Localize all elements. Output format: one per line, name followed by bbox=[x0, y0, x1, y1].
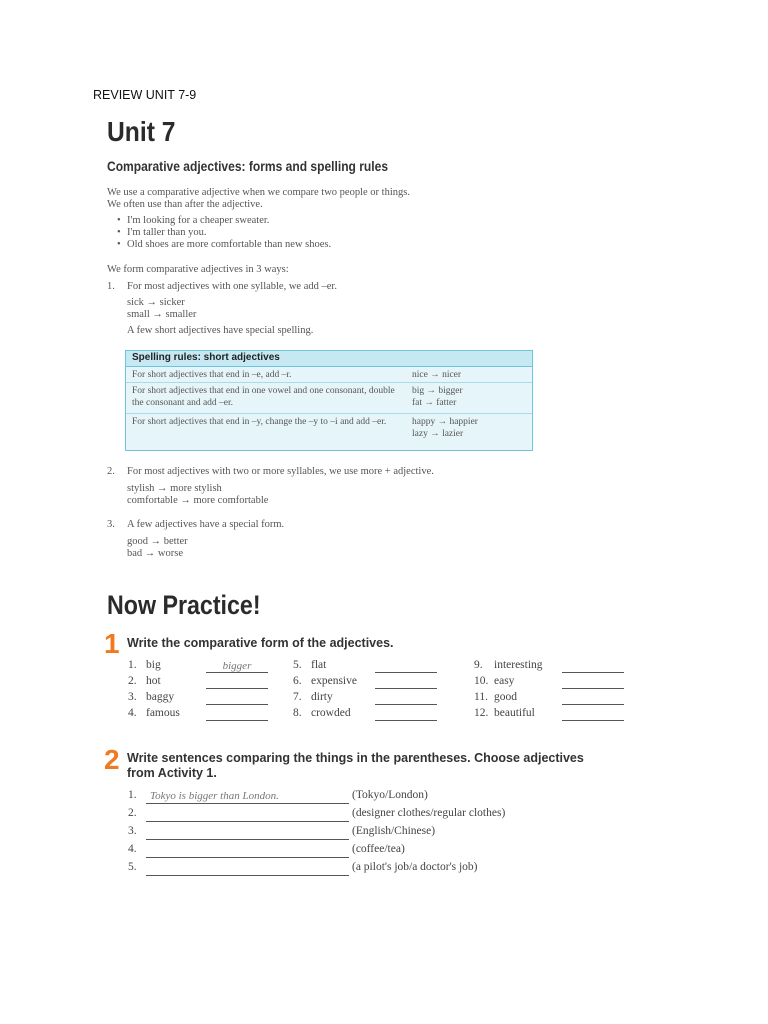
intro-line-1: We use a comparative adjective when we compare two people or things. bbox=[107, 187, 410, 198]
answer-field[interactable] bbox=[562, 692, 624, 705]
activity-2-number: 2 bbox=[104, 744, 120, 775]
sentence-field[interactable]: Tokyo is bigger than London. bbox=[146, 790, 349, 804]
rule-text: For short adjectives that end in –e, add –r. bbox=[132, 370, 292, 380]
example-line: good → better bbox=[127, 536, 188, 547]
rule-text: For short adjectives that end in –y, change the –y to –i and add –er. bbox=[132, 417, 387, 427]
answer-field[interactable] bbox=[206, 676, 268, 689]
list-item: 5. (a pilot's job/a doctor's job) bbox=[128, 858, 505, 876]
example-line: sick → sicker bbox=[127, 297, 185, 308]
way-number: 1. bbox=[107, 281, 115, 292]
sentence-field[interactable] bbox=[146, 808, 349, 822]
example-bullets bbox=[115, 215, 331, 251]
way-3-examples bbox=[127, 536, 188, 560]
list-item: 11. good bbox=[474, 689, 624, 705]
special-spelling-note: A few short adjectives have special spelling. bbox=[127, 325, 314, 336]
list-item: 5. flat bbox=[293, 657, 437, 673]
list-item: 3. baggy bbox=[128, 689, 268, 705]
answer-field[interactable] bbox=[562, 660, 624, 673]
unit-title: Unit 7 bbox=[107, 116, 176, 147]
list-item: 2. hot bbox=[128, 673, 268, 689]
way-text: For most adjectives with two or more syllables, we use more + adjective. bbox=[127, 466, 434, 477]
example-line: comfortable → more comfortable bbox=[127, 495, 269, 506]
list-item: 9. interesting bbox=[474, 657, 624, 673]
way-2 bbox=[107, 466, 434, 478]
sentence-prompt: (designer clothes/regular clothes) bbox=[352, 807, 506, 819]
example-line: stylish → more stylish bbox=[127, 483, 222, 494]
activity-1-column-2 bbox=[293, 657, 437, 721]
way-3 bbox=[107, 519, 284, 531]
sentence-field[interactable] bbox=[146, 826, 349, 840]
list-item: 6. expensive bbox=[293, 673, 437, 689]
way-1 bbox=[107, 281, 337, 293]
practice-title: Now Practice! bbox=[107, 590, 261, 620]
bullet-item: • Old shoes are more comfortable than new shoes. bbox=[115, 239, 331, 251]
list-item: 4. (coffee/tea) bbox=[128, 840, 505, 858]
list-item: 4. famous bbox=[128, 705, 268, 721]
sentence-prompt: (Tokyo/London) bbox=[352, 789, 428, 801]
rule-examples: happy → happier lazy → lazier bbox=[412, 417, 478, 439]
list-item: 1. Tokyo is bigger than London. (Tokyo/London) bbox=[128, 789, 428, 802]
answer-field[interactable] bbox=[206, 692, 268, 705]
sentence-prompt: (English/Chinese) bbox=[352, 825, 436, 837]
sentence-field[interactable] bbox=[146, 862, 349, 876]
document-title: REVIEW UNIT 7-9 bbox=[93, 88, 197, 102]
way-number: 3. bbox=[107, 519, 115, 530]
list-item: 12. beautiful bbox=[474, 705, 624, 721]
answer-field[interactable] bbox=[562, 676, 624, 689]
list-item: 8. crowded bbox=[293, 705, 437, 721]
activity-2-items bbox=[128, 786, 505, 876]
example-line: bad → worse bbox=[127, 548, 183, 559]
ways-intro: We form comparative adjectives in 3 ways: bbox=[107, 264, 289, 275]
activity-1-number: 1 bbox=[104, 628, 120, 659]
bullet-item: • I'm taller than you. bbox=[115, 227, 331, 239]
rule-row bbox=[126, 367, 532, 383]
list-item: 1. big bigger bbox=[128, 657, 268, 673]
activity-1-title: Write the comparative form of the adjectives. bbox=[127, 636, 394, 650]
answer-field[interactable]: bigger bbox=[206, 660, 268, 673]
rule-examples: nice → nicer bbox=[412, 370, 462, 380]
list-item: 2. (designer clothes/regular clothes) bbox=[128, 804, 505, 822]
answer-field[interactable] bbox=[375, 676, 437, 689]
answer-field[interactable] bbox=[562, 708, 624, 721]
rule-row bbox=[126, 383, 532, 414]
sentence-prompt: (coffee/tea) bbox=[352, 843, 405, 855]
spelling-rules-box bbox=[125, 350, 533, 451]
rules-box-header: Spelling rules: short adjectives bbox=[126, 351, 532, 367]
intro-line-2: We often use than after the adjective. bbox=[107, 199, 263, 210]
way-number: 2. bbox=[107, 466, 115, 477]
activity-1-column-3 bbox=[474, 657, 624, 721]
list-item: 7. dirty bbox=[293, 689, 437, 705]
activity-1-column-1 bbox=[128, 657, 268, 721]
list-item: 3. (English/Chinese) bbox=[128, 822, 505, 840]
sentence-field[interactable] bbox=[146, 844, 349, 858]
way-text: For most adjectives with one syllable, we add –er. bbox=[127, 281, 337, 292]
rule-examples: big → bigger fat → fatter bbox=[412, 386, 463, 408]
answer-field[interactable] bbox=[206, 708, 268, 721]
activity-2-title: Write sentences comparing the things in the parentheses. Choose adjectives from Activity 1. bbox=[127, 751, 584, 780]
rule-row bbox=[126, 414, 532, 449]
answer-field[interactable] bbox=[375, 660, 437, 673]
example-line: small → smaller bbox=[127, 309, 197, 320]
list-item: 10. easy bbox=[474, 673, 624, 689]
way-1-examples bbox=[127, 297, 196, 321]
bullet-item: • I'm looking for a cheaper sweater. bbox=[115, 215, 331, 227]
way-2-examples bbox=[127, 483, 268, 507]
answer-field[interactable] bbox=[375, 708, 437, 721]
rule-text: For short adjectives that end in one vowel and one consonant, double the consonant and add –er. bbox=[132, 386, 395, 408]
answer-field[interactable] bbox=[375, 692, 437, 705]
intro-text bbox=[107, 187, 410, 211]
way-text: A few adjectives have a special form. bbox=[127, 519, 285, 530]
section-subtitle: Comparative adjectives: forms and spelling rules bbox=[107, 158, 389, 174]
sentence-prompt: (a pilot's job/a doctor's job) bbox=[352, 861, 478, 873]
